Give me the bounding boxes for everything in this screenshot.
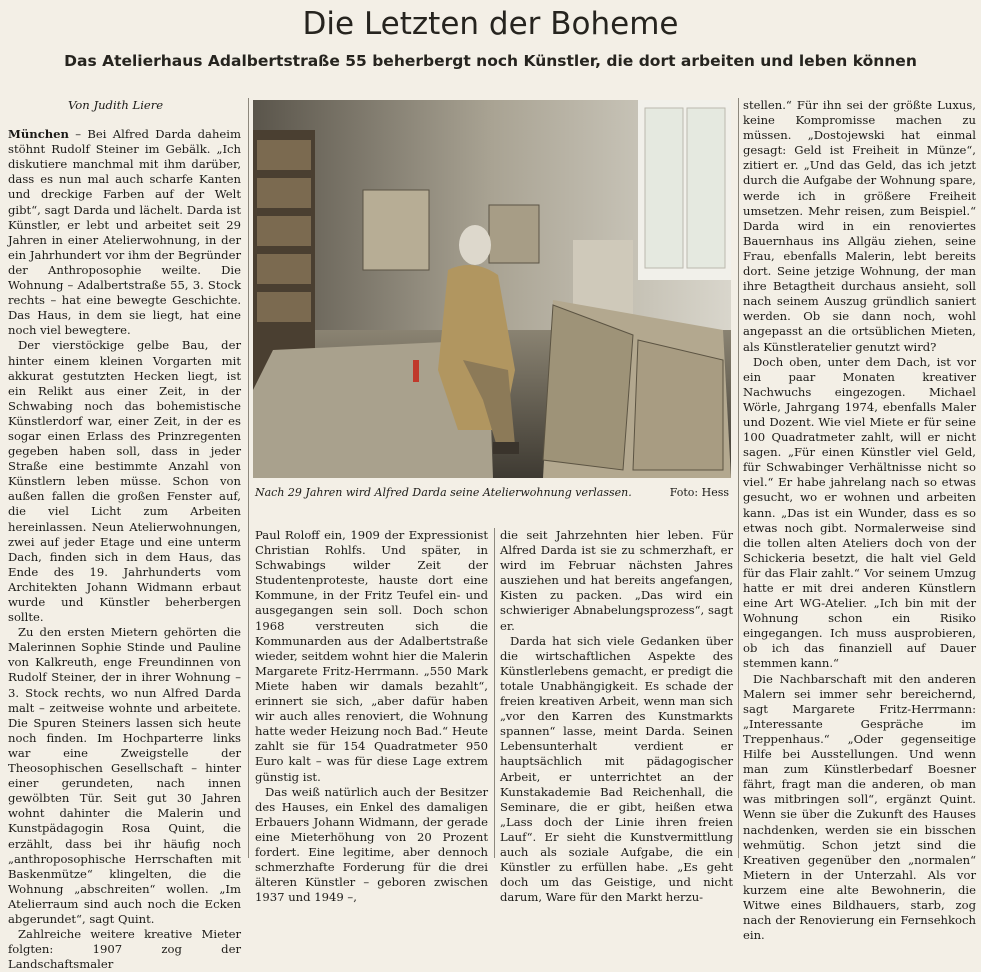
paragraph: stellen.“ Für ihn sei der größte Luxus, keine Kompromisse machen zu müssen. „Dostojewski hat einmal gesagt: Geld ist Freiheit in Münze“, zitiert er. „Und das Geld, das ich jetzt durch die Aufgabe der Wohnung spare, werde ich in größere Freiheit umsetzen. Mehr reisen, zum Beispiel.“ Darda wird in ein renoviertes Bauernhaus ins Allgäu ziehen, seine Frau, ebenfalls Malerin, lebt bereits dort. Seine jetzige Wohnung, der man ihre Betagtheit durchaus ansieht, soll nach seinem Auszug gründlich saniert werden. Ob sie dann noch, wohl angepasst an die ortsüblichen Mieten, als Künstleratelier genutzt wird? <box>743 98 976 354</box>
photo-caption <box>255 486 729 499</box>
dateline: München <box>8 127 69 142</box>
subheadline: Das Atelierhaus Adalbertstraße 55 beherbergt noch Künstler, die dort arbeiten und leben können <box>64 52 917 70</box>
paragraph: Doch oben, unter dem Dach, ist vor ein paar Monaten kreativer Nachwuchs eingezogen. Michael Wörle, Jahrgang 1974, ebenfalls Maler und Dozent. Wie viel Miete er für seine 100 Quadratmeter zahlt, will er nicht sagen. „Für einen Künstler viel Geld, für Schwabinger Verhältnisse nicht so viel.“ Er habe jahrelang nach so etwas gesucht, wo er wohnen und arbeiten kann. „Das ist ein Wunder, dass es so etwas noch gibt. Normalerweise sind die tollen alten Ateliers doch von der Schickeria besetzt, die halt viel Geld für das Flair zahlt.“ Vor seinem Umzug hatte er mit drei anderen Künstlern eine Art WG-Atelier. „Ich bin mit der Wohnung schon ein Risiko eingegangen. Ich muss ausprobieren, ob ich das finanziell auf Dauer stemmen kann.“ <box>743 354 976 671</box>
paragraph: Zu den ersten Mietern gehörten die Malerinnen Sophie Stinde und Pauline von Kalkreuth, enge Freundinnen von Rudolf Steiner, der in ihrer Wohnung – 3. Stock rechts, wo nun Alfred Darda malt – zeitweise wohnte und arbeitete. Die Spuren Steiners lassen sich heute noch finden. Im Hochparterre links war eine Zweigstelle der Theosophischen Gesellschaft – hinter einer gerundeten, nach innen gewölbten Tür. Seit gut 30 Jahren wohnt dahinter die Malerin und Kunstpädagogin Rosa Quint, die erzählt, dass bei ihr häufig noch „anthroposophische Herrschaften mit Baskenmütze“ klingelten, die die Wohnung „abschreiten“ wollen. „Im Atelierraum sind auch noch die Ecken abgerundet“, sagt Quint. <box>8 625 241 926</box>
column-1 <box>8 98 241 972</box>
column-2 <box>255 528 488 905</box>
paragraph: Darda hat sich viele Gedanken über die wirtschaftlichen Aspekte des Künstlerlebens gemacht, er predigt die totale Unabhängigkeit. Es schade der freien kreativen Arbeit, wenn man sich „vor den Karren des Kunstmarkts spannen“ lasse, meint Darda. Seinen Lebensunterhalt verdient er hauptsächlich mit pädagogischer Arbeit, er unterrichtet an der Kunstakademie Bad Reichenhall, die Seminare, die er gibt, heißen etwa „Lass doch der Linie ihren freien Lauf“. Er sieht die Kunstvermittlung auch als soziale Aufgabe, die ein Künstler zu erfüllen habe. „Es geht doch um das Geistige, und nicht darum, Ware für den Markt herzu- <box>500 633 733 905</box>
column-3 <box>500 528 733 905</box>
byline: Von Judith Liere <box>68 98 164 112</box>
article-photo <box>253 100 731 478</box>
lead-paragraph <box>8 127 241 338</box>
atelier-photo-illustration <box>253 100 731 478</box>
column-rule <box>248 98 249 858</box>
paragraph: Zahlreiche weitere kreative Mieter folgten: 1907 zog der Landschaftsmaler <box>8 927 241 972</box>
column-rule <box>494 528 495 858</box>
column-rule <box>738 98 739 858</box>
caption-text: Nach 29 Jahren wird Alfred Darda seine Atelierwohnung verlassen. <box>255 486 632 499</box>
column-4 <box>743 98 976 943</box>
paragraph: Der vierstöckige gelbe Bau, der hinter einem kleinen Vorgarten mit akkurat gestutzten Hecken liegt, ist ein Relikt aus einer Zeit, in der Schwabing noch das bohemistische Künstlerdorf war, einer Zeit, in der es sogar einen Erlass des Prinzregenten gegeben haben soll, dass in jeder Straße eine bestimmte Anzahl von Künstlern leben müsse. Schon von außen fallen die großen Fenster auf, die viel Licht zum Arbeiten hereinlassen. Neun Atelierwohnungen, zwei auf jeder Etage und eine unterm Dach, finden sich in dem Haus, das Ende des 19. Jahrhunderts vom Architekten Johann Widmann erbaut wurde und Künstler beherbergen sollte. <box>8 338 241 625</box>
paragraph: die seit Jahrzehnten hier leben. Für Alfred Darda ist sie zu schmerzhaft, er wird im Februar nächsten Jahres ausziehen und hat bereits angefangen, Kisten zu packen. „Das wird ein schwieriger Abnabelungsprozess“, sagt er. <box>500 528 733 633</box>
paragraph-text: – Bei Alfred Darda daheim stöhnt Rudolf Steiner im Gebälk. „Ich diskutiere manchmal mit ihm darüber, dass es nun mal auch scharfe Kanten und dreckige Farben auf der Welt gibt“, sagt Darda und lächelt. Darda ist Künstler, er lebt und arbeitet seit 29 Jahren in einer Atelierwohnung, in der ein Jahrhundert vor ihm der Begründer der Anthroposophie weilte. Die Wohnung – Adalbertstraße 55, 3. Stock rechts – hat eine bewegte Geschichte. Das Haus, in dem sie liegt, hat eine noch viel bewegtere. <box>8 127 241 338</box>
paragraph: Das weiß natürlich auch der Besitzer des Hauses, ein Enkel des damaligen Erbauers Johann Widmann, der gerade eine Mieterhöhung von 20 Prozent fordert. Eine legitime, aber dennoch schmerzhafte Forderung für die drei älteren Künstler – geboren zwischen 1937 und 1949 –, <box>255 784 488 905</box>
headline: Die Letzten der Boheme <box>302 6 679 42</box>
paragraph: Paul Roloff ein, 1909 der Expressionist Christian Rohlfs. Und später, in Schwabings wilder Zeit der Studentenproteste, hauste dort eine Kommune, in der Fritz Teufel ein- und ausgegangen sein soll. Doch schon 1968 verstreuten sich die Kommunarden aus der Adalbertstraße wieder, seitdem wohnt hier die Malerin Margarete Fritz-Herrmann. „550 Mark Miete haben wir damals bezahlt“, erinnert sie sich, „aber dafür haben wir auch alles renoviert, die Wohnung hatte weder Heizung noch Bad.“ Heute zahlt sie für 154 Quadratmeter 950 Euro kalt – was für diese Lage extrem günstig ist. <box>255 528 488 784</box>
paragraph: Die Nachbarschaft mit den anderen Malern sei immer sehr bereichernd, sagt Margarete Fritz-Herrmann: „Interessante Gespräche im Treppenhaus.“ „Oder gegenseitige Hilfe bei Ausstellungen. Und wenn man zum Künstlerbedarf Boesner fährt, fragt man die anderen, ob man was mitbringen soll“, ergänzt Quint. Wenn sie über die Zukunft des Hauses nachdenken, werden sie ein bisschen wehmütig. Schon jetzt sind die Kreativen gegenüber den „normalen“ Mietern in der Unterzahl. Als vor kurzem eine alte Bewohnerin, die Witwe eines Bildhauers, starb, zog nach der Renovierung ein Fernsehkoch ein. <box>743 671 976 943</box>
photo-credit: Foto: Hess <box>669 486 729 499</box>
